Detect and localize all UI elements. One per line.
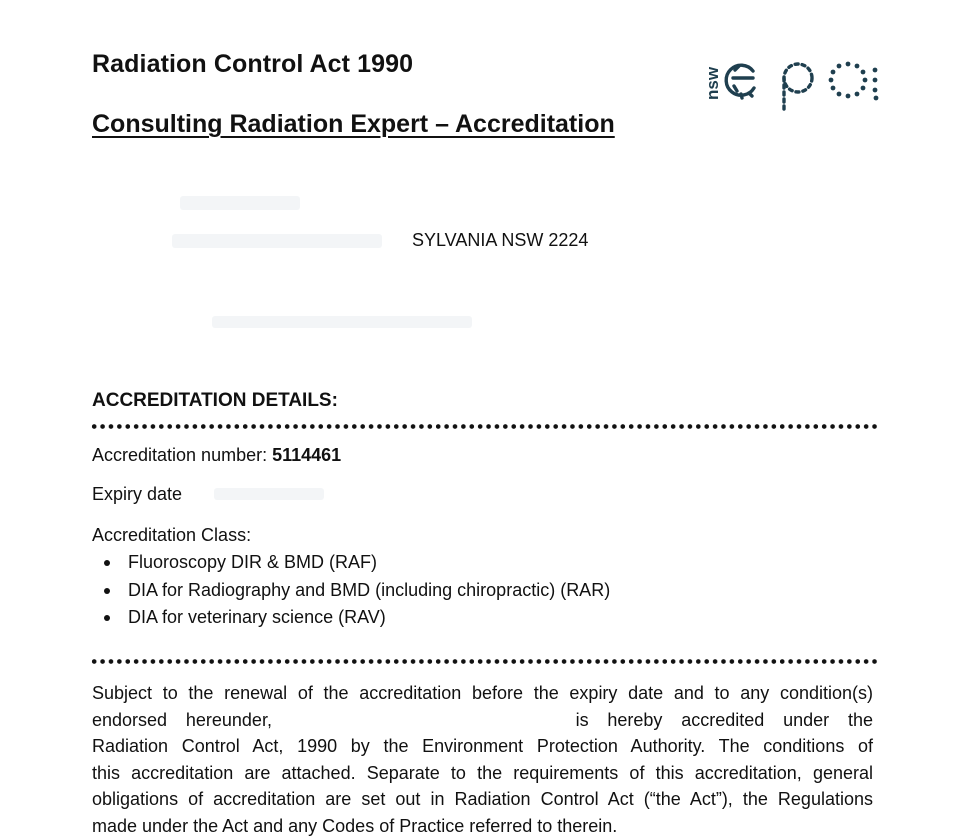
statement-line: made under the Act and any Codes of Practice referred to therein.: [92, 815, 618, 836]
statement-line: this accreditation are attached. Separate to the requirements of this accreditation, general: [92, 762, 873, 783]
statement-line: [92, 707, 873, 734]
accreditation-number-value: 5114461: [272, 445, 342, 465]
logo-p-mark: [784, 64, 812, 110]
nsw-epa-logo: [700, 48, 885, 114]
statement-line: Radiation Control Act, 1990 by the Environment Protection Authority. The conditions of: [92, 736, 873, 756]
list-item: DIA for Radiography and BMD (including chiropractic) (RAR): [92, 578, 610, 606]
logo-a-mark: [829, 62, 879, 101]
statement-line-part: endorsed hereunder,: [92, 709, 272, 730]
statement-line-part: is hereby accredited under the: [575, 709, 873, 730]
accreditation-statement: [92, 680, 873, 839]
list-item: DIA for veterinary science (RAV): [92, 605, 610, 633]
accreditation-details-heading: ACCREDITATION DETAILS:: [92, 390, 338, 411]
accreditation-number: [92, 445, 341, 466]
list-item: Fluoroscopy DIR & BMD (RAF): [92, 550, 610, 578]
accreditation-number-label: Accreditation number:: [92, 445, 268, 465]
act-title: Radiation Control Act 1990: [92, 50, 414, 78]
dotted-divider-top: [90, 424, 878, 429]
accreditation-class-list: [92, 550, 610, 633]
redacted-issue-date: [212, 316, 472, 328]
logo-nsw-text: nsw: [703, 66, 722, 100]
logo-e-mark: [726, 65, 754, 98]
redacted-recipient-street: [172, 234, 382, 248]
statement-line: Subject to the renewal of the accreditation before the expiry date and to any condition(s): [92, 683, 873, 703]
dotted-divider-bottom: [90, 659, 878, 664]
redacted-recipient-name: [180, 196, 300, 210]
redacted-expiry-value: [214, 488, 324, 500]
document-title: Consulting Radiation Expert – Accreditation: [92, 110, 615, 138]
expiry-date: [92, 484, 182, 505]
recipient-address-line: SYLVANIA NSW 2224: [412, 230, 589, 250]
expiry-date-label: Expiry date: [92, 484, 183, 504]
statement-line: obligations of accreditation are set out in Radiation Control Act (“the Act”), the Regulations: [92, 789, 873, 809]
accreditation-class-label: Accreditation Class:: [92, 525, 252, 545]
